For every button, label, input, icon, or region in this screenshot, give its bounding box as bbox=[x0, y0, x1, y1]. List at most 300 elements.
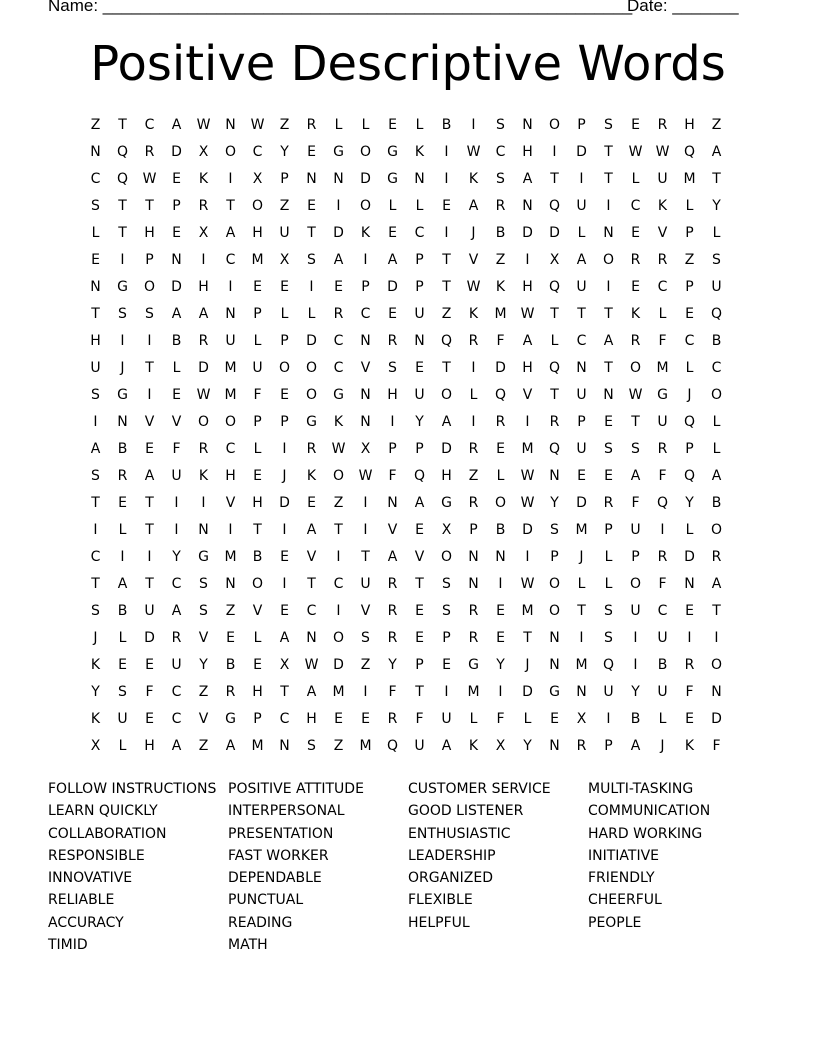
grid-letter: K bbox=[414, 144, 425, 160]
grid-letter: H bbox=[387, 387, 398, 403]
grid-letter: E bbox=[172, 387, 181, 403]
word-list-item: ENTHUSIASTIC bbox=[408, 825, 511, 842]
grid-letter: A bbox=[387, 252, 398, 268]
grid-letter: A bbox=[711, 468, 722, 484]
grid-letter: R bbox=[603, 495, 614, 511]
grid-letter: T bbox=[604, 144, 613, 160]
grid-letter: X bbox=[279, 657, 290, 673]
grid-letter: H bbox=[252, 225, 263, 241]
grid-letter: H bbox=[144, 738, 155, 754]
word-list-item: READING bbox=[228, 914, 293, 931]
grid-letter: G bbox=[306, 414, 317, 430]
grid-letter: S bbox=[118, 306, 127, 322]
grid-letter: D bbox=[144, 630, 155, 646]
grid-letter: A bbox=[225, 738, 236, 754]
grid-letter: Q bbox=[386, 738, 399, 754]
grid-letter: Y bbox=[685, 495, 694, 511]
grid-letter: Z bbox=[333, 738, 344, 754]
grid-letter: D bbox=[171, 144, 182, 160]
grid-letter: T bbox=[442, 252, 451, 268]
grid-letter: Q bbox=[116, 144, 129, 160]
grid-letter: T bbox=[118, 198, 127, 214]
grid-letter: V bbox=[522, 387, 533, 403]
word-list-item: POSITIVE ATTITUDE bbox=[228, 781, 364, 797]
grid-letter: O bbox=[251, 198, 264, 214]
grid-letter: Y bbox=[712, 198, 721, 214]
grid-row bbox=[82, 166, 742, 193]
grid-letter: L bbox=[280, 306, 289, 322]
grid-letter: F bbox=[631, 495, 640, 511]
grid-letter: R bbox=[387, 576, 398, 592]
grid-letter: N bbox=[522, 198, 533, 214]
grid-letter: S bbox=[145, 306, 154, 322]
word-list-item: RELIABLE bbox=[48, 892, 115, 909]
grid-letter: H bbox=[522, 144, 533, 160]
grid-letter: R bbox=[198, 333, 209, 349]
grid-letter: L bbox=[523, 711, 532, 727]
grid-letter: W bbox=[250, 117, 265, 133]
grid-letter: N bbox=[360, 414, 371, 430]
grid-letter: E bbox=[334, 711, 343, 727]
grid-letter: U bbox=[225, 333, 236, 349]
word-list-item: PUNCTUAL bbox=[228, 892, 304, 909]
grid-letter: L bbox=[118, 630, 127, 646]
grid-letter: T bbox=[604, 171, 613, 187]
grid-letter: K bbox=[630, 306, 641, 322]
grid-letter: L bbox=[91, 225, 100, 241]
grid-letter: Q bbox=[683, 468, 696, 484]
grid-letter: E bbox=[226, 630, 235, 646]
grid-letter: C bbox=[711, 360, 722, 376]
grid-letter: I bbox=[363, 252, 368, 268]
grid-letter: O bbox=[440, 549, 453, 565]
grid-letter: C bbox=[171, 711, 182, 727]
grid-letter: O bbox=[197, 414, 210, 430]
grid-letter: C bbox=[171, 684, 182, 700]
grid-letter: R bbox=[630, 252, 641, 268]
grid-letter: C bbox=[495, 144, 506, 160]
word-list-item: CHEERFUL bbox=[588, 892, 662, 909]
date-field: Date: _______ bbox=[627, 0, 739, 15]
grid-letter: Y bbox=[280, 144, 289, 160]
grid-letter: J bbox=[525, 657, 530, 673]
grid-letter: O bbox=[224, 144, 237, 160]
grid-letter: Z bbox=[198, 738, 209, 754]
grid-letter: M bbox=[575, 657, 588, 673]
grid-letter: S bbox=[388, 360, 397, 376]
grid-letter: X bbox=[252, 171, 263, 187]
grid-letter: S bbox=[199, 603, 208, 619]
grid-letter: T bbox=[415, 576, 424, 592]
grid-letter: P bbox=[415, 252, 424, 268]
grid-letter: J bbox=[579, 549, 584, 565]
grid-letter: L bbox=[712, 414, 721, 430]
grid-letter: I bbox=[633, 657, 638, 673]
grid-letter: E bbox=[496, 603, 505, 619]
grid-letter: I bbox=[498, 576, 503, 592]
grid-letter: E bbox=[280, 387, 289, 403]
word-list-item: HARD WORKING bbox=[588, 825, 703, 842]
grid-letter: I bbox=[201, 252, 206, 268]
grid-letter: I bbox=[174, 495, 179, 511]
grid-letter: Q bbox=[548, 198, 561, 214]
grid-letter: Q bbox=[683, 414, 696, 430]
grid-letter: L bbox=[685, 360, 694, 376]
grid-letter: O bbox=[143, 279, 156, 295]
word-list-item: RESPONSIBLE bbox=[48, 847, 145, 864]
grid-letter: O bbox=[224, 414, 237, 430]
grid-letter: S bbox=[442, 603, 451, 619]
grid-letter: G bbox=[198, 549, 209, 565]
grid-letter: Z bbox=[684, 252, 695, 268]
grid-letter: D bbox=[333, 657, 344, 673]
grid-letter: I bbox=[498, 684, 503, 700]
grid-letter: I bbox=[147, 549, 152, 565]
grid-letter: P bbox=[577, 117, 586, 133]
word-list-item: PEOPLE bbox=[588, 914, 642, 931]
grid-letter: L bbox=[577, 576, 586, 592]
grid-letter: M bbox=[332, 684, 345, 700]
word-list-item: MULTI-TASKING bbox=[588, 781, 694, 797]
grid-letter: I bbox=[174, 522, 179, 538]
grid-letter: D bbox=[549, 225, 560, 241]
grid-letter: L bbox=[496, 468, 505, 484]
grid-letter: I bbox=[606, 198, 611, 214]
grid-letter: M bbox=[224, 549, 237, 565]
grid-letter: B bbox=[657, 657, 668, 673]
grid-letter: A bbox=[603, 333, 614, 349]
grid-letter: Y bbox=[91, 684, 100, 700]
grid-letter: R bbox=[387, 333, 398, 349]
grid-letter: H bbox=[522, 279, 533, 295]
grid-letter: T bbox=[226, 198, 235, 214]
grid-letter: E bbox=[631, 117, 640, 133]
grid-letter: C bbox=[360, 306, 371, 322]
grid-letter: T bbox=[577, 306, 586, 322]
grid-letter: U bbox=[630, 603, 641, 619]
grid-letter: Q bbox=[683, 144, 696, 160]
grid-letter: V bbox=[387, 522, 398, 538]
grid-letter: H bbox=[306, 711, 317, 727]
grid-letter: Q bbox=[602, 657, 615, 673]
grid-letter: K bbox=[198, 468, 209, 484]
grid-letter: A bbox=[306, 684, 317, 700]
grid-letter: L bbox=[469, 711, 478, 727]
grid-letter: M bbox=[251, 252, 264, 268]
grid-letter: W bbox=[628, 387, 643, 403]
grid-letter: C bbox=[252, 144, 263, 160]
grid-letter: E bbox=[91, 252, 100, 268]
grid-letter: G bbox=[387, 144, 398, 160]
grid-letter: O bbox=[494, 495, 507, 511]
grid-letter: I bbox=[147, 387, 152, 403]
grid-letter: D bbox=[711, 711, 722, 727]
grid-letter: I bbox=[282, 441, 287, 457]
grid-letter: E bbox=[415, 630, 424, 646]
grid-letter: R bbox=[468, 441, 479, 457]
grid-letter: E bbox=[172, 225, 181, 241]
grid-letter: R bbox=[657, 441, 668, 457]
word-list-item: CUSTOMER SERVICE bbox=[408, 781, 551, 797]
grid-letter: P bbox=[685, 441, 694, 457]
grid-letter: J bbox=[120, 360, 125, 376]
grid-row bbox=[82, 301, 742, 328]
grid-letter: S bbox=[91, 468, 100, 484]
grid-letter: D bbox=[360, 171, 371, 187]
grid-letter: V bbox=[468, 252, 479, 268]
grid-letter: L bbox=[658, 711, 667, 727]
word-list-item: HELPFUL bbox=[408, 914, 470, 931]
grid-letter: J bbox=[93, 630, 98, 646]
grid-letter: T bbox=[145, 360, 154, 376]
grid-letter: H bbox=[90, 333, 101, 349]
grid-letter: D bbox=[279, 495, 290, 511]
grid-letter: A bbox=[171, 306, 182, 322]
grid-letter: M bbox=[521, 441, 534, 457]
grid-letter: T bbox=[712, 171, 721, 187]
grid-letter: F bbox=[712, 738, 721, 754]
grid-row bbox=[82, 571, 742, 598]
grid-letter: D bbox=[522, 684, 533, 700]
word-column bbox=[588, 778, 768, 934]
grid-letter: Z bbox=[495, 252, 506, 268]
grid-letter: L bbox=[415, 117, 424, 133]
grid-letter: W bbox=[466, 144, 481, 160]
grid-letter: C bbox=[576, 333, 587, 349]
grid-row bbox=[82, 247, 742, 274]
grid-letter: I bbox=[471, 414, 476, 430]
grid-letter: P bbox=[253, 306, 262, 322]
grid-letter: E bbox=[415, 360, 424, 376]
grid-letter: K bbox=[306, 468, 317, 484]
grid-letter: R bbox=[387, 711, 398, 727]
grid-letter: N bbox=[225, 117, 236, 133]
word-list-item: INITIATIVE bbox=[588, 847, 660, 864]
grid-letter: E bbox=[496, 630, 505, 646]
grid-letter: I bbox=[444, 225, 449, 241]
grid-letter: R bbox=[387, 603, 398, 619]
grid-letter: E bbox=[388, 306, 397, 322]
grid-letter: U bbox=[171, 468, 182, 484]
word-column bbox=[48, 778, 228, 956]
grid-letter: I bbox=[147, 333, 152, 349]
grid-letter: E bbox=[253, 657, 262, 673]
grid-letter: O bbox=[305, 360, 318, 376]
grid-letter: I bbox=[93, 414, 98, 430]
grid-letter: R bbox=[657, 252, 668, 268]
grid-letter: M bbox=[575, 522, 588, 538]
grid-letter: T bbox=[118, 225, 127, 241]
grid-letter: N bbox=[468, 549, 479, 565]
word-list-item: FOLLOW INSTRUCTIONS bbox=[48, 781, 217, 797]
grid-letter: P bbox=[604, 522, 613, 538]
grid-letter: D bbox=[333, 225, 344, 241]
grid-letter: L bbox=[172, 360, 181, 376]
grid-letter: F bbox=[658, 468, 667, 484]
grid-letter: I bbox=[444, 171, 449, 187]
grid-letter: E bbox=[145, 441, 154, 457]
grid-letter: I bbox=[471, 360, 476, 376]
grid-letter: I bbox=[687, 630, 692, 646]
grid-letter: J bbox=[687, 387, 692, 403]
grid-letter: V bbox=[360, 603, 371, 619]
grid-letter: N bbox=[549, 630, 560, 646]
grid-letter: D bbox=[522, 225, 533, 241]
grid-letter: I bbox=[93, 522, 98, 538]
grid-letter: U bbox=[252, 360, 263, 376]
grid-letter: S bbox=[550, 522, 559, 538]
grid-letter: T bbox=[631, 414, 640, 430]
grid-letter: I bbox=[282, 576, 287, 592]
grid-letter: A bbox=[576, 252, 587, 268]
grid-letter: O bbox=[548, 603, 561, 619]
grid-letter: G bbox=[117, 387, 128, 403]
grid-letter: X bbox=[90, 738, 101, 754]
grid-letter: C bbox=[144, 117, 155, 133]
grid-letter: S bbox=[91, 387, 100, 403]
grid-letter: Z bbox=[279, 198, 290, 214]
grid-letter: C bbox=[333, 576, 344, 592]
grid-letter: A bbox=[171, 117, 182, 133]
grid-letter: T bbox=[145, 495, 154, 511]
grid-letter: N bbox=[576, 360, 587, 376]
grid-letter: M bbox=[359, 738, 372, 754]
grid-letter: Y bbox=[172, 549, 181, 565]
grid-letter: P bbox=[145, 252, 154, 268]
grid-letter: R bbox=[468, 495, 479, 511]
grid-letter: P bbox=[604, 738, 613, 754]
grid-letter: B bbox=[117, 441, 128, 457]
grid-letter: G bbox=[333, 387, 344, 403]
grid-letter: P bbox=[280, 414, 289, 430]
grid-letter: E bbox=[388, 225, 397, 241]
grid-letter: I bbox=[309, 279, 314, 295]
grid-letter: S bbox=[118, 684, 127, 700]
grid-letter: Q bbox=[116, 171, 129, 187]
grid-row bbox=[82, 274, 742, 301]
grid-letter: A bbox=[171, 603, 182, 619]
grid-letter: T bbox=[91, 306, 100, 322]
grid-letter: K bbox=[468, 306, 479, 322]
grid-letter: T bbox=[442, 360, 451, 376]
grid-letter: E bbox=[280, 603, 289, 619]
grid-letter: U bbox=[711, 279, 722, 295]
grid-letter: L bbox=[712, 441, 721, 457]
grid-letter: N bbox=[90, 144, 101, 160]
grid-letter: K bbox=[333, 414, 344, 430]
grid-letter: P bbox=[685, 279, 694, 295]
grid-letter: A bbox=[468, 198, 479, 214]
grid-letter: E bbox=[145, 657, 154, 673]
grid-letter: P bbox=[361, 279, 370, 295]
grid-letter: G bbox=[333, 144, 344, 160]
grid-letter: W bbox=[196, 387, 211, 403]
grid-letter: C bbox=[684, 333, 695, 349]
grid-letter: K bbox=[495, 279, 506, 295]
grid-letter: S bbox=[442, 576, 451, 592]
word-list-item: DEPENDABLE bbox=[228, 870, 322, 887]
grid-letter: X bbox=[198, 144, 209, 160]
grid-letter: O bbox=[710, 522, 723, 538]
grid-letter: I bbox=[606, 711, 611, 727]
grid-letter: P bbox=[415, 441, 424, 457]
grid-letter: M bbox=[683, 171, 696, 187]
grid-letter: V bbox=[225, 495, 236, 511]
grid-letter: E bbox=[604, 468, 613, 484]
name-field: Name: ________________________________________________________ bbox=[48, 0, 633, 15]
grid-letter: M bbox=[224, 360, 237, 376]
grid-letter: U bbox=[657, 171, 668, 187]
grid-letter: N bbox=[171, 252, 182, 268]
grid-letter: N bbox=[306, 171, 317, 187]
grid-letter: F bbox=[388, 468, 397, 484]
grid-letter: O bbox=[629, 360, 642, 376]
grid-letter: V bbox=[414, 549, 425, 565]
word-list-item: COLLABORATION bbox=[48, 825, 167, 842]
grid-letter: Q bbox=[548, 441, 561, 457]
grid-letter: H bbox=[684, 117, 695, 133]
grid-letter: B bbox=[495, 225, 506, 241]
grid-letter: S bbox=[604, 117, 613, 133]
grid-letter: T bbox=[523, 630, 532, 646]
grid-letter: W bbox=[628, 144, 643, 160]
grid-letter: Y bbox=[496, 657, 505, 673]
grid-letter: E bbox=[280, 549, 289, 565]
grid-letter: P bbox=[415, 657, 424, 673]
grid-letter: C bbox=[90, 549, 101, 565]
grid-letter: H bbox=[144, 225, 155, 241]
grid-letter: G bbox=[549, 684, 560, 700]
grid-row bbox=[82, 112, 742, 139]
grid-letter: C bbox=[414, 225, 425, 241]
grid-letter: T bbox=[145, 198, 154, 214]
grid-letter: S bbox=[361, 630, 370, 646]
grid-letter: Z bbox=[333, 495, 344, 511]
grid-letter: L bbox=[307, 306, 316, 322]
grid-letter: E bbox=[415, 603, 424, 619]
grid-letter: E bbox=[442, 657, 451, 673]
word-list-item: ORGANIZED bbox=[408, 870, 493, 887]
grid-letter: T bbox=[145, 522, 154, 538]
grid-letter: N bbox=[414, 333, 425, 349]
word-list-item: GOOD LISTENER bbox=[408, 803, 524, 820]
grid-letter: H bbox=[198, 279, 209, 295]
grid-row bbox=[82, 625, 742, 652]
grid-row bbox=[82, 544, 742, 571]
grid-letter: M bbox=[521, 603, 534, 619]
grid-letter: I bbox=[714, 630, 719, 646]
grid-letter: A bbox=[333, 252, 344, 268]
grid-letter: Q bbox=[548, 279, 561, 295]
grid-letter: T bbox=[91, 495, 100, 511]
grid-letter: D bbox=[171, 279, 182, 295]
grid-letter: O bbox=[278, 360, 291, 376]
grid-letter: I bbox=[579, 171, 584, 187]
grid-letter: N bbox=[225, 576, 236, 592]
grid-letter: E bbox=[685, 603, 694, 619]
grid-letter: F bbox=[496, 333, 505, 349]
grid-letter: D bbox=[576, 495, 587, 511]
grid-letter: T bbox=[307, 225, 316, 241]
grid-row bbox=[82, 139, 742, 166]
grid-letter: W bbox=[520, 576, 535, 592]
grid-letter: R bbox=[225, 684, 236, 700]
grid-letter: V bbox=[198, 630, 209, 646]
grid-letter: I bbox=[120, 333, 125, 349]
grid-letter: H bbox=[441, 468, 452, 484]
grid-letter: L bbox=[415, 198, 424, 214]
grid-letter: N bbox=[468, 576, 479, 592]
